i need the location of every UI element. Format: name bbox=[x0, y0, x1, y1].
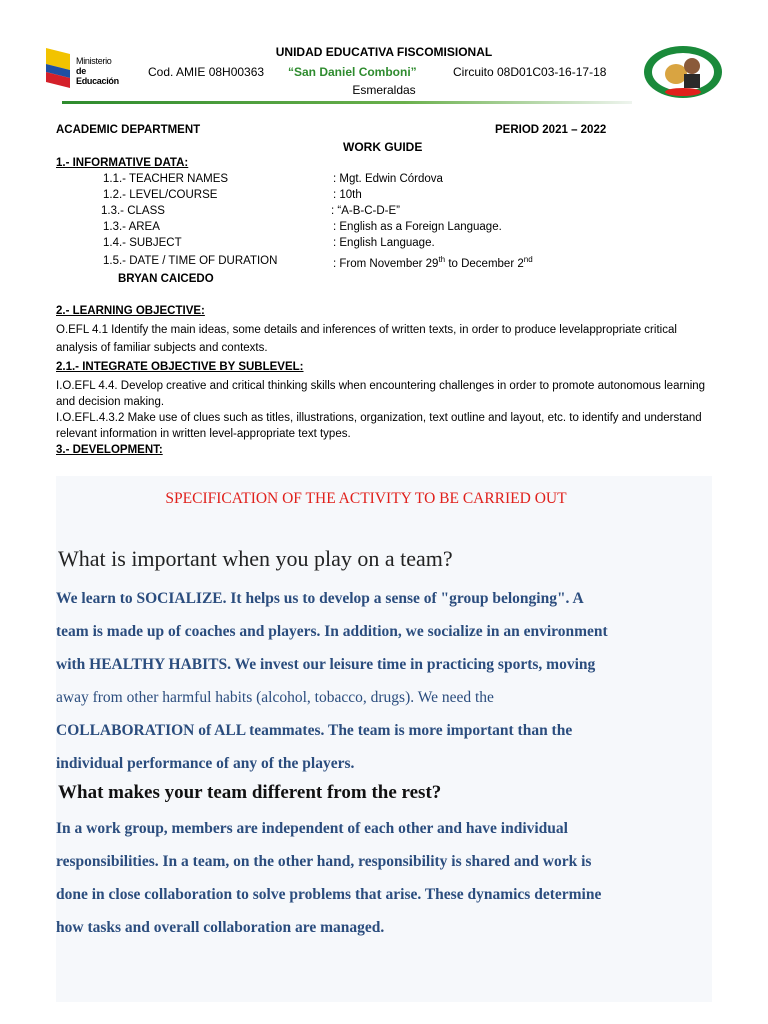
question-2: What makes your team different from the rest? bbox=[58, 782, 442, 803]
development-heading: 3.- DEVELOPMENT: bbox=[56, 444, 163, 456]
info-value: : From November 29th to December 2nd bbox=[333, 255, 533, 270]
answer-1-line: with HEALTHY HABITS. We invest our leisure time in practicing sports, moving bbox=[56, 656, 596, 673]
info-label: 1.1.- TEACHER NAMES bbox=[103, 173, 229, 185]
logo-text-line1: Ministerio bbox=[76, 56, 112, 66]
informative-heading: 1.- INFORMATIVE DATA: bbox=[56, 157, 189, 169]
student-name: BRYAN CAICEDO bbox=[118, 273, 214, 285]
integrate-item-1: I.O.EFL 4.4. Develop creative and critical thinking skills when encountering challenges in order to promote autonomous learning and decision making. bbox=[56, 380, 706, 408]
learning-objective-text: O.EFL 4.1 Identify the main ideas, some details and inferences of written texts, in order to produce levelappropriate critical analysis of familiar subjects and contexts. bbox=[56, 324, 677, 354]
amie-code: Cod. AMIE 08H00363 bbox=[148, 65, 265, 79]
answer-2-line: how tasks and overall collaboration are managed. bbox=[56, 919, 385, 936]
question-1: What is important when you play on a team? bbox=[58, 546, 453, 571]
logo-text-line2: de Educación bbox=[76, 66, 119, 86]
answer-2-line: done in close collaboration to solve problems that arise. These dynamics determine bbox=[56, 886, 602, 903]
activity-panel bbox=[56, 476, 712, 1002]
learning-heading: 2.- LEARNING OBJECTIVE: bbox=[56, 305, 205, 317]
answer-1 bbox=[56, 582, 712, 780]
answer-1-line: away from other harmful habits (alcohol, tobacco, drugs). We need the bbox=[56, 689, 494, 706]
info-value: : English as a Foreign Language. bbox=[333, 221, 502, 233]
answer-2-line: In a work group, members are independent of each other and have individual bbox=[56, 820, 568, 837]
info-value: : “A-B-C-D-E” bbox=[331, 205, 400, 217]
city: Esmeraldas bbox=[352, 83, 416, 97]
info-label: 1.3.- CLASS bbox=[101, 205, 165, 217]
info-label: 1.2.- LEVEL/COURSE bbox=[103, 189, 218, 201]
integrate-item-2: I.O.EFL.4.3.2 Make use of clues such as titles, illustrations, organization, text outline and layout, etc. to identify and understand relevant information in written level-appropriate text types. bbox=[56, 412, 702, 440]
info-label: 1.4.- SUBJECT bbox=[103, 237, 182, 249]
document-title: WORK GUIDE bbox=[343, 140, 423, 154]
institution-name: UNIDAD EDUCATIVA FISCOMISIONAL bbox=[275, 45, 493, 59]
answer-1-line: We learn to SOCIALIZE. It helps us to develop a sense of "group belonging". A bbox=[56, 590, 584, 607]
school-name: “San Daniel Comboni” bbox=[288, 65, 417, 79]
department-label: ACADEMIC DEPARTMENT bbox=[56, 124, 201, 136]
info-label: 1.5.- DATE / TIME OF DURATION bbox=[103, 255, 278, 267]
answer-1-line: COLLABORATION of ALL teammates. The team is more important than the bbox=[56, 722, 573, 739]
period-label: PERIOD 2021 – 2022 bbox=[495, 124, 607, 136]
info-value: : Mgt. Edwin Córdova bbox=[333, 173, 443, 185]
answer-2 bbox=[56, 812, 712, 944]
info-value: : English Language. bbox=[333, 237, 435, 249]
info-value: : 10th bbox=[333, 189, 362, 201]
header-divider bbox=[62, 101, 632, 104]
answer-2-line: responsibilities. In a team, on the other hand, responsibility is shared and work is bbox=[56, 853, 592, 870]
integrate-heading: 2.1.- INTEGRATE OBJECTIVE BY SUBLEVEL: bbox=[56, 361, 304, 373]
info-label: 1.3.- AREA bbox=[103, 221, 160, 233]
circuit-code: Circuito 08D01C03-16-17-18 bbox=[453, 65, 607, 79]
answer-1-line: individual performance of any of the players. bbox=[56, 755, 355, 772]
activity-title: SPECIFICATION OF THE ACTIVITY TO BE CARRIED OUT bbox=[165, 490, 567, 507]
answer-1-line: team is made up of coaches and players. In addition, we socialize in an environment bbox=[56, 623, 608, 640]
